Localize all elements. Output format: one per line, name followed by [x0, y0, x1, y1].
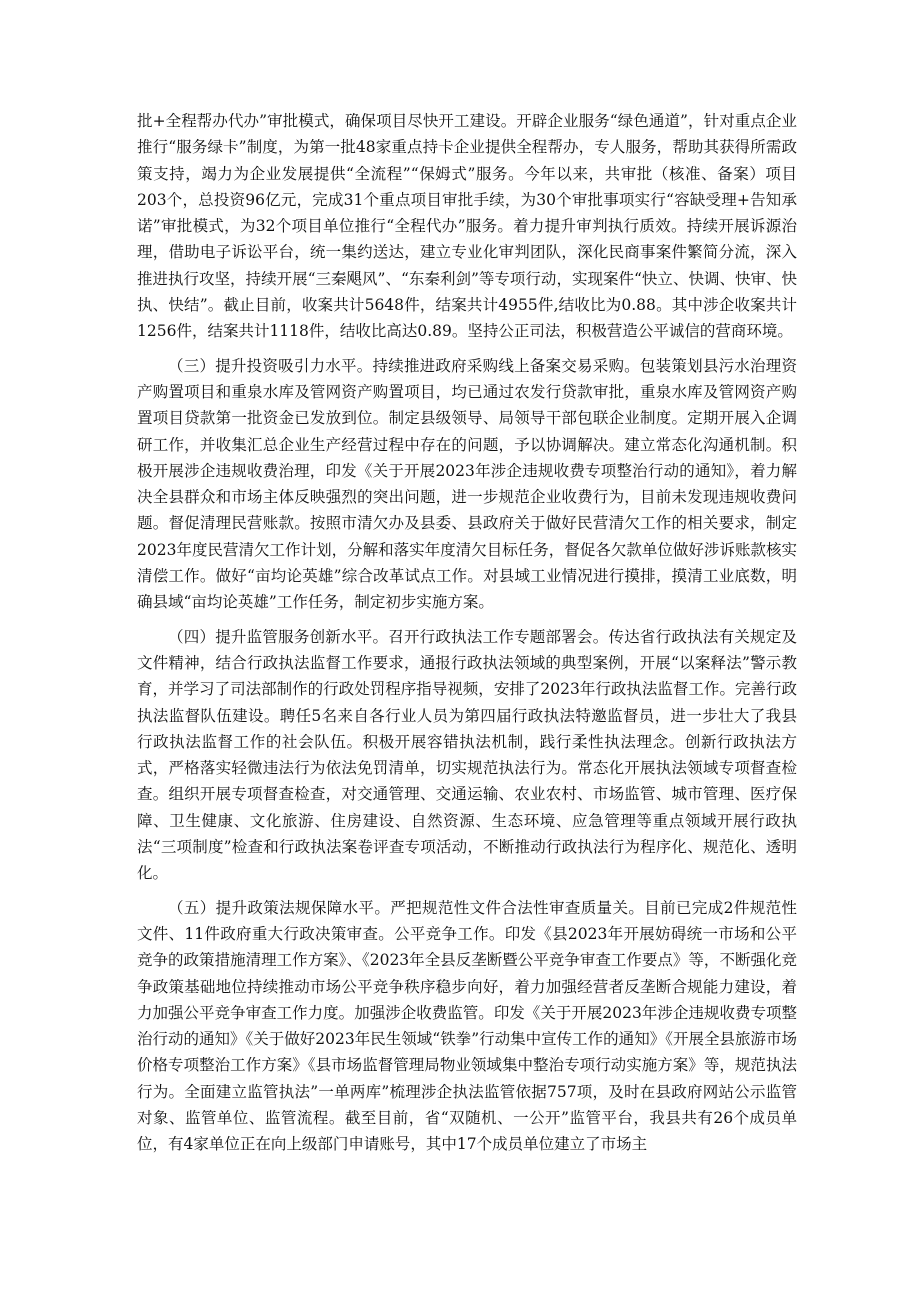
- document-body: [137, 108, 797, 1166]
- paragraph-supervision-innovation: （四）提升监管服务创新水平。召开行政执法工作专题部署会。传达省行政执法有关规定及文件精神，结合行政执法监督工作要求，通报行政执法领域的典型案例，开展“以案释法”警示教育，并学习了司法部制作的行政处罚程序指导视频，安排了2023年行政执法监督工作。完善行政执法监督队伍建设。聘任5名来自各行业人员为第四届行政执法特邀监督员，进一步壮大了我县行政执法监督工作的社会队伍。积极开展容错执法机制，践行柔性执法理念。创新行政执法方式，严格落实轻微违法行为依法免罚清单，切实规范执法行为。常态化开展执法领域专项督查检查。组织开展专项督查检查，对交通管理、交通运输、农业农村、市场监管、城市管理、医疗保障、卫生健康、文化旅游、住房建设、自然资源、生态环境、应急管理等重点领域开展行政执法“三项制度”检查和行政执法案卷评查专项活动，不断推动行政执法行为程序化、规范化、透明化。: [137, 627, 797, 883]
- paragraph-approval-and-judicial: 批+全程帮办代办”审批模式，确保项目尽快开工建设。开辟企业服务“绿色通道”，针对重点企业推行“服务绿卡”制度，为第一批48家重点持卡企业提供全程帮办，专人服务，帮助其获得所需政策支持，竭力为企业发展提供“全流程”“保姆式”服务。今年以来，共审批（核准、备案）项目203个，总投资96亿元，完成31个重点项目审批手续，为30个审批事项实行“容缺受理+告知承诺”审批模式，为32个项目单位推行“全程代办”服务。着力提升审判执行质效。持续开展诉源治理，借助电子诉讼平台，统一集约送达，建立专业化审判团队，深化民商事案件繁简分流，深入推进执行攻坚，持续开展“三秦飓风”、“东秦利剑”等专项行动，实现案件“快立、快调、快审、快执、快结”。截止目前，收案共计5648件，结案共计4955件,结收比为0.88。其中涉企收案共计1256件，结案共计1118件，结收比高达0.89。坚持公正司法，积极营造公平诚信的营商环境。: [137, 112, 797, 341]
- paragraph-policy-regulation: （五）提升政策法规保障水平。严把规范性文件合法性审查质量关。目前已完成2件规范性文件、11件政府重大行政决策审查。公平竞争工作。印发《县2023年开展妨碍统一市场和公平竞争的政策措施清理工作方案》、《2023年全县反垄断暨公平竞争审查工作要点》等，不断强化竞争政策基础地位持续推动市场公平竞争秩序稳步向好，着力加强经营者反垄断合规能力建设，着力加强公平竞争审查工作力度。加强涉企收费监管。印发《关于开展2023年涉企违规收费专项整治行动的通知》《关于做好2023年民生领域“铁拳”行动集中宣传工作的通知》《开展全县旅游市场价格专项整治工作方案》《县市场监督管理局物业领域集中整治专项行动实施方案》等，规范执法行为。全面建立监管执法”一单两库”梳理涉企执法监管依据757项，及时在县政府网站公示监管对象、监管单位、监管流程。截至目前，省“双随机、一公开”监管平台，我县共有26个成员单位，有4家单位正在向上级部门申请账号，其中17个成员单位建立了市场主: [137, 898, 797, 1154]
- paragraph-investment-attraction: （三）提升投资吸引力水平。持续推进政府采购线上备案交易采购。包装策划县污水治理资产购置项目和重泉水库及管网资产购置项目，均已通过农发行贷款审批，重泉水库及管网资产购置项目贷款第一批资金已发放到位。制定县级领导、局领导干部包联企业制度。定期开展入企调研工作，并收集汇总企业生产经营过程中存在的问题，予以协调解决。建立常态化沟通机制。积极开展涉企违规收费治理，印发《关于开展2023年涉企违规收费专项整治行动的通知》，着力解决全县群众和市场主体反映强烈的突出问题，进一步规范企业收费行为，目前未发现违规收费问题。督促清理民营账款。按照市清欠办及县委、县政府关于做好民营清欠工作的相关要求，制定2023年度民营清欠工作计划，分解和落实年度清欠目标任务，督促各欠款单位做好涉诉账款核实清偿工作。做好“亩均论英雄”综合改革试点工作。对县域工业情况进行摸排，摸清工业底数，明确县域“亩均论英雄”工作任务，制定初步实施方案。: [137, 356, 797, 612]
